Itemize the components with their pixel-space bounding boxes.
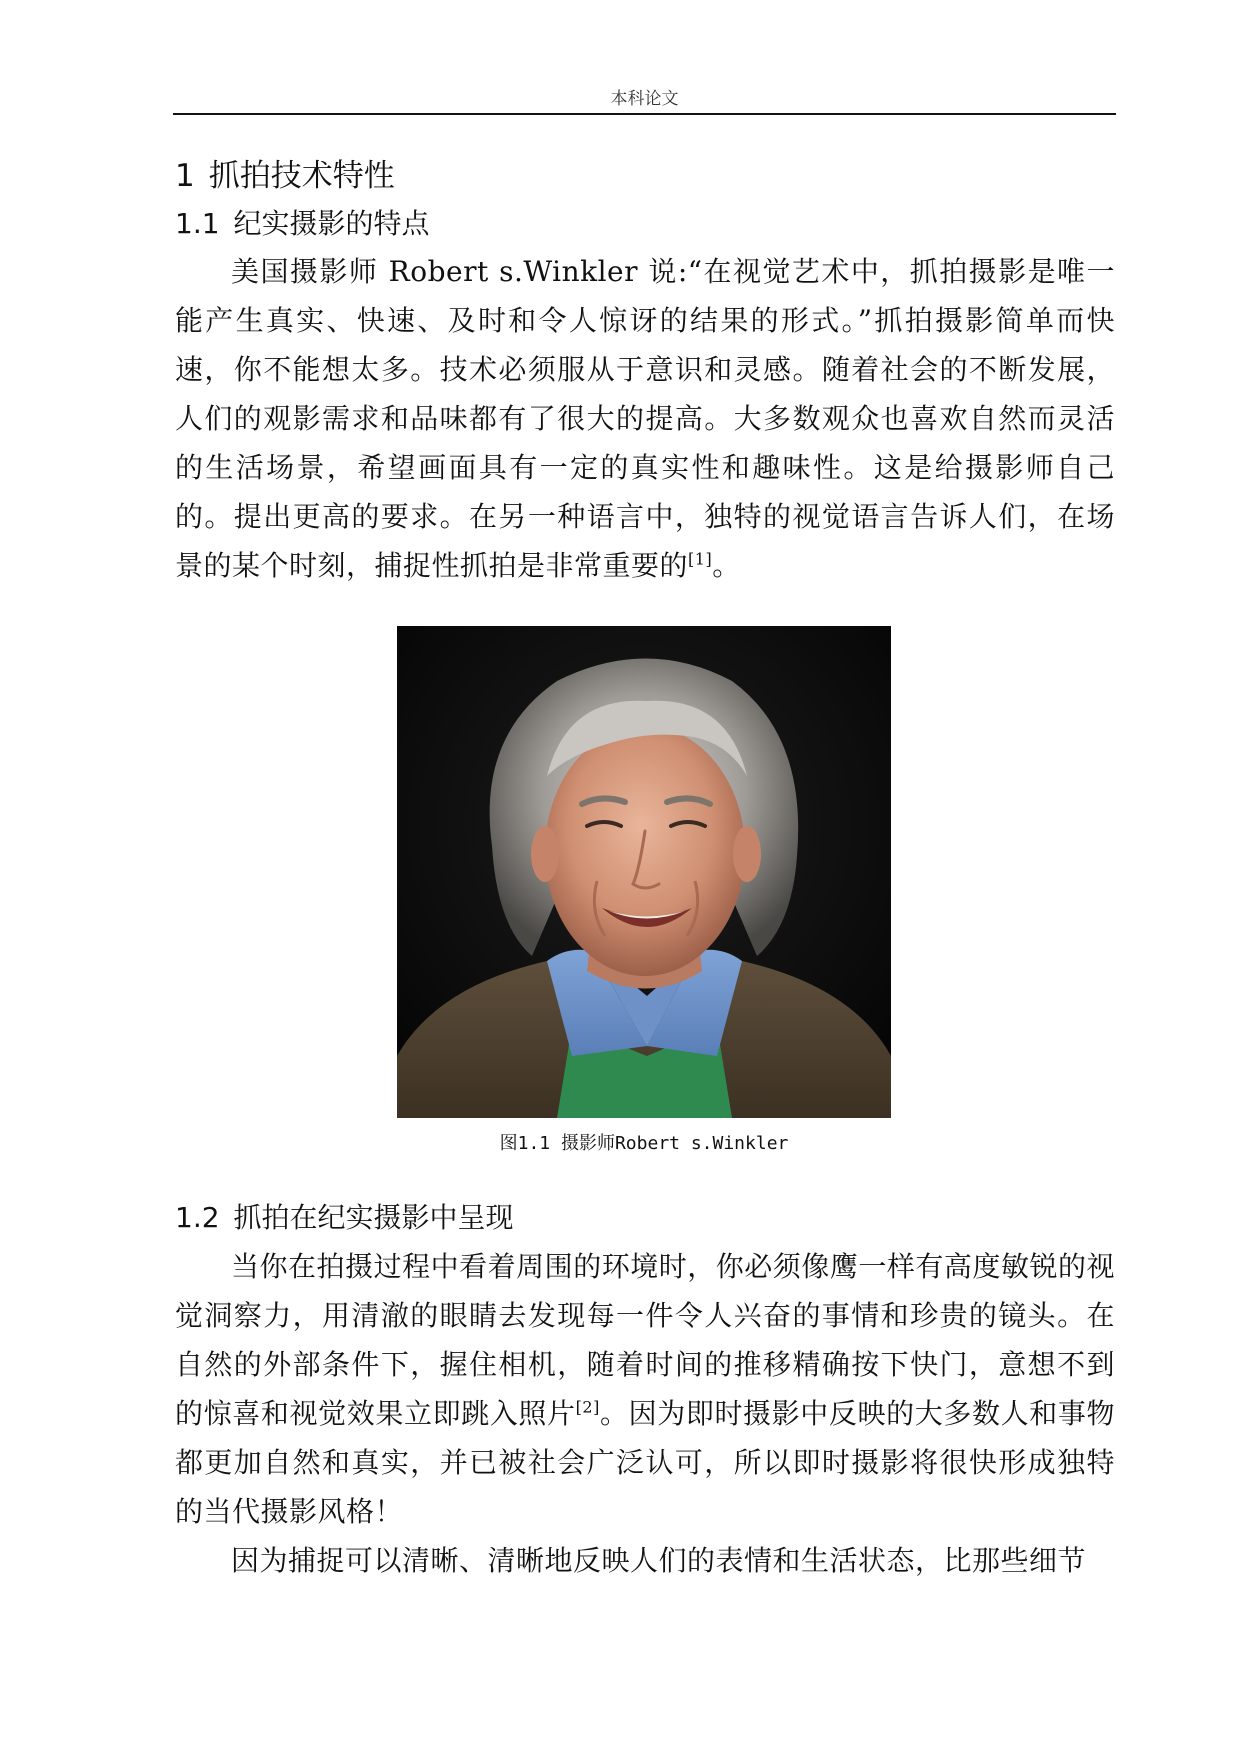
page-header: 本科论文 [610,89,679,109]
portrait-illustration [397,626,891,1118]
section-number: 1.1 [175,207,220,240]
chapter-title: 抓拍技术特性 [208,158,395,194]
figure-caption: 图1.1 摄影师Robert s.Winkler [499,1133,789,1154]
paragraph-end: 。 [712,549,741,582]
paragraph-text: 当你在拍摄过程中看着周围的环境时，你必须像鹰一样有高度敏锐的视觉洞察力，用清澈的眼睛去发现每一件令人兴奋的事情和珍贵的镜头。在自然的外部条件下，握住相机，随着时间的推移精确按下快门，意想不到的惊喜和视觉效果立即跳入照片 [175,1250,1115,1430]
section-1-1-paragraph [175,247,1115,590]
paragraph-end: 。因为即时摄影中反映的大多数人和事物都更加自然和真实，并已被社会广泛认可，所以即时摄影将很快形成独特的当代摄影风格！ [175,1397,1115,1528]
portrait-photo [397,626,891,1118]
section-heading-1-1 [175,202,430,242]
chapter-number: 1 [175,158,195,194]
section-number: 1.2 [175,1201,220,1234]
section-1-2-paragraph [175,1242,1115,1536]
section-heading-1-2 [175,1196,514,1236]
paragraph-text: 美国摄影师 Robert s.Winkler 说:“在视觉艺术中，抓拍摄影是唯一能产生真实、快速、及时和令人惊讶的结果的形式。”抓拍摄影简单而快速，你不能想太多。技术必须服从于意识和灵感。随着社会的不断发展，人们的观影需求和品味都有了很大的提高。大多数观众也喜欢自然而灵活的生活场景，希望画面具有一定的真实性和趣味性。这是给摄影师自己的。提出更高的要求。在另一种语言中，独特的视觉语言告诉人们，在场景的某个时刻，捕捉性抓拍是非常重要的 [175,255,1115,582]
header-rule [173,113,1116,115]
section-title: 抓拍在纪实摄影中呈现 [233,1201,514,1234]
chapter-heading [175,150,395,195]
section-1-2-paragraph-2 [175,1536,1115,1585]
citation-2[interactable]: [2] [575,1397,600,1417]
citation-1[interactable]: [1] [688,549,713,569]
section-title: 纪实摄影的特点 [233,207,430,240]
paragraph-text: 因为捕捉可以清晰、清晰地反映人们的表情和生活状态，比那些细节 [231,1544,1087,1577]
